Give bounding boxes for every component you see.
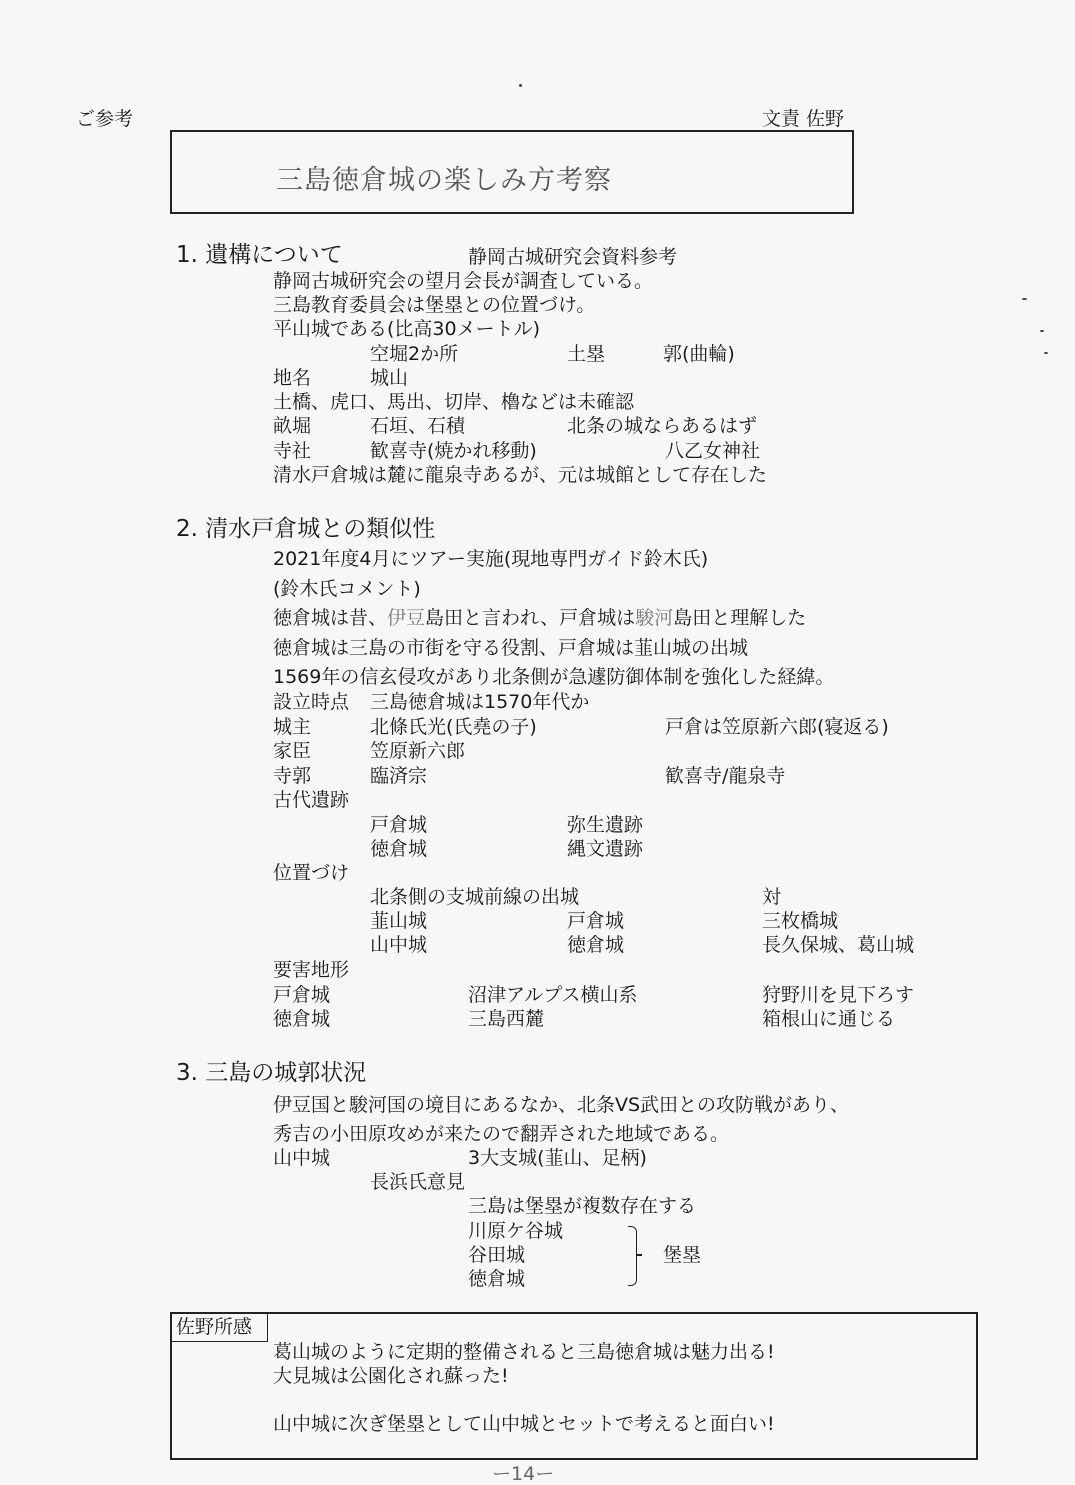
section1-line: 平山城である(比高30メートル) xyxy=(273,318,541,340)
position-label: 位置づけ xyxy=(273,862,350,884)
temple-value: 臨済宗 xyxy=(370,765,428,787)
ruins-label: 古代遺跡 xyxy=(273,789,350,811)
position-cell: 山中城 xyxy=(370,934,428,956)
page-number: ー14ー xyxy=(492,1463,555,1485)
lord-label: 城主 xyxy=(273,716,312,738)
fort-item: 川原ケ谷城 xyxy=(468,1220,564,1242)
terrain-range: 三島西麓 xyxy=(468,1008,545,1030)
section2-heading: 2. 清水戸倉城との類似性 xyxy=(176,516,436,542)
section3-line: 伊豆国と駿河国の境目にあるなか、北条VS武田との攻防戦があり、 xyxy=(273,1094,850,1116)
tour-line: 2021年度4月にツアー実施(現地専門ガイド鈴木氏) xyxy=(273,548,709,570)
ruins-site: 弥生遺跡 xyxy=(567,814,644,836)
position-cell: 長久保城、葛山城 xyxy=(762,934,915,956)
province-suruga: 駿河 xyxy=(635,607,674,629)
moat-label: 畝堀 xyxy=(273,415,312,437)
temples-note: 八乙女神社 xyxy=(665,440,761,462)
temple-note: 歓喜寺/龍泉寺 xyxy=(665,765,786,787)
comment-line xyxy=(273,607,806,629)
section1-line: 静岡古城研究会の望月会長が調査している。 xyxy=(273,270,654,292)
moat-note: 北条の城ならあるはず xyxy=(567,415,758,437)
position-cell: 三枚橋城 xyxy=(762,910,839,932)
position-versus: 対 xyxy=(762,886,782,908)
terrain-view: 狩野川を見下ろす xyxy=(762,984,915,1006)
founded-label: 設立時点 xyxy=(273,691,350,713)
three-castles: 3大支城(韮山、足柄) xyxy=(468,1147,647,1169)
comment-text: 島田と言われ、戸倉城は xyxy=(425,607,636,629)
impressions-line: 山中城に次ぎ堡塁として山中城とセットで考えると面白い! xyxy=(273,1413,775,1435)
scan-speck xyxy=(519,84,522,87)
ruins-castle: 徳倉城 xyxy=(370,838,428,860)
document-title: 三島徳倉城の楽しみ方考察 xyxy=(276,165,612,196)
feature-item: 郭(曲輪) xyxy=(663,343,735,365)
section1-closing: 清水戸倉城は麓に龍泉寺あるが、元は城館として存在した xyxy=(273,464,768,486)
nagahama-label: 長浜氏意見 xyxy=(370,1171,466,1193)
yamanaka-label: 山中城 xyxy=(273,1147,331,1169)
forts-label: 堡塁 xyxy=(663,1244,702,1266)
section1-line: 三島教育委員会は堡塁との位置づけ。 xyxy=(273,294,596,316)
province-izu: 伊豆 xyxy=(387,607,426,629)
lord-note: 戸倉は笠原新六郎(寝返る) xyxy=(665,716,889,738)
temples-value: 歓喜寺(焼かれ移動) xyxy=(370,440,537,462)
feature-item: 土塁 xyxy=(567,343,606,365)
unconfirmed-line: 土橋、虎口、馬出、切岸、櫓などは未確認 xyxy=(273,391,635,413)
comment-line: 徳倉城は三島の市街を守る役割、戸倉城は韮山城の出城 xyxy=(273,637,749,659)
scan-speck xyxy=(1044,352,1048,354)
ruins-castle: 戸倉城 xyxy=(370,814,428,836)
title-box xyxy=(170,130,854,214)
position-cell: 戸倉城 xyxy=(567,910,625,932)
terrain-castle: 戸倉城 xyxy=(273,984,331,1006)
ruins-site: 縄文遺跡 xyxy=(567,838,644,860)
feature-item: 空堀2か所 xyxy=(370,343,459,365)
impressions-label: 佐野所感 xyxy=(176,1316,253,1338)
position-cell: 韮山城 xyxy=(370,910,428,932)
fort-item: 谷田城 xyxy=(468,1244,526,1266)
comment-line: 1569年の信玄侵攻があり北条側が急遽防御体制を強化した経緯。 xyxy=(273,666,835,688)
impressions-line: 葛山城のように定期的整備されると三島徳倉城は魅力出る! xyxy=(273,1341,775,1363)
terrain-view: 箱根山に通じる xyxy=(762,1008,896,1030)
position-cell: 徳倉城 xyxy=(567,934,625,956)
author-label: 文責 佐野 xyxy=(762,108,845,130)
comment-text: 島田と理解した xyxy=(673,607,807,629)
founded-value: 三島徳倉城は1570年代か xyxy=(370,691,590,713)
right-brace xyxy=(628,1226,637,1286)
retainer-label: 家臣 xyxy=(273,740,312,762)
place-name-value: 城山 xyxy=(370,367,409,389)
section1-reference: 静岡古城研究会資料参考 xyxy=(468,246,678,268)
scan-speck xyxy=(1022,298,1027,300)
brace-tick xyxy=(636,1254,642,1256)
section1-heading: 1. 遺構について xyxy=(176,242,343,268)
terrain-label: 要害地形 xyxy=(273,959,350,981)
moat-value: 石垣、石積 xyxy=(370,415,466,437)
place-name-label: 地名 xyxy=(273,367,312,389)
comment-label: (鈴木氏コメント) xyxy=(273,578,421,600)
lord-value: 北條氏光(氏堯の子) xyxy=(370,716,537,738)
scan-speck xyxy=(1040,330,1044,332)
fort-item: 徳倉城 xyxy=(468,1268,526,1290)
forts-intro: 三島は堡塁が複数存在する xyxy=(468,1195,697,1217)
retainer-value: 笠原新六郎 xyxy=(370,740,466,762)
comment-text: 徳倉城は昔、 xyxy=(273,607,388,629)
terrain-castle: 徳倉城 xyxy=(273,1008,331,1030)
temples-label: 寺社 xyxy=(273,440,312,462)
section3-heading: 3. 三島の城郭状況 xyxy=(176,1060,367,1086)
impressions-line: 大見城は公園化され蘇った! xyxy=(273,1365,509,1387)
position-subtitle: 北条側の支城前線の出城 xyxy=(370,886,580,908)
temple-label: 寺郭 xyxy=(273,765,312,787)
section3-line: 秀吉の小田原攻めが来たので翻弄された地域である。 xyxy=(273,1123,730,1145)
terrain-range: 沼津アルプス横山系 xyxy=(468,984,638,1006)
reference-label: ご参考 xyxy=(76,108,134,130)
